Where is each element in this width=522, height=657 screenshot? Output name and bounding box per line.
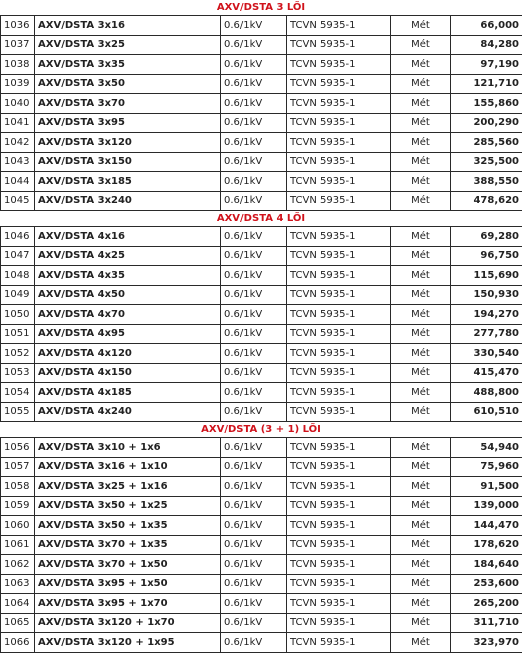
standard-code: TCVN 5935-1: [287, 152, 391, 172]
product-name: AXV/DSTA 3x50 + 1x35: [35, 516, 221, 536]
standard-code: TCVN 5935-1: [287, 55, 391, 75]
product-name: AXV/DSTA 4x35: [35, 266, 221, 286]
row-id: 1054: [1, 383, 35, 403]
table-row: [1, 383, 522, 403]
row-id: 1045: [1, 191, 35, 211]
table-row: [1, 555, 522, 575]
unit-price: 155,860: [451, 94, 522, 114]
row-id: 1063: [1, 574, 35, 594]
voltage-rating: 0.6/1kV: [221, 438, 287, 458]
standard-code: TCVN 5935-1: [287, 285, 391, 305]
standard-code: TCVN 5935-1: [287, 516, 391, 536]
unit-price: 91,500: [451, 477, 522, 497]
unit-price: 66,000: [451, 16, 522, 36]
unit-price: 178,620: [451, 535, 522, 555]
section-title: AXV/DSTA (3 + 1) LÕI: [201, 424, 321, 435]
voltage-rating: 0.6/1kV: [221, 324, 287, 344]
unit-price: 144,470: [451, 516, 522, 536]
unit-of-measure: Mét: [391, 363, 451, 383]
table-row: [1, 402, 522, 422]
voltage-rating: 0.6/1kV: [221, 227, 287, 247]
unit-price: 610,510: [451, 402, 522, 422]
voltage-rating: 0.6/1kV: [221, 516, 287, 536]
product-name: AXV/DSTA 3x10 + 1x6: [35, 438, 221, 458]
row-id: 1062: [1, 555, 35, 575]
standard-code: TCVN 5935-1: [287, 266, 391, 286]
product-name: AXV/DSTA 4x185: [35, 383, 221, 403]
table-row: [1, 594, 522, 614]
row-id: 1046: [1, 227, 35, 247]
voltage-rating: 0.6/1kV: [221, 613, 287, 633]
voltage-rating: 0.6/1kV: [221, 594, 287, 614]
standard-code: TCVN 5935-1: [287, 402, 391, 422]
table-row: [1, 35, 522, 55]
unit-of-measure: Mét: [391, 152, 451, 172]
voltage-rating: 0.6/1kV: [221, 94, 287, 114]
row-id: 1058: [1, 477, 35, 497]
unit-price: 69,280: [451, 227, 522, 247]
standard-code: TCVN 5935-1: [287, 613, 391, 633]
table-row: [1, 55, 522, 75]
product-name: AXV/DSTA 3x16 + 1x10: [35, 457, 221, 477]
voltage-rating: 0.6/1kV: [221, 344, 287, 364]
standard-code: TCVN 5935-1: [287, 574, 391, 594]
unit-of-measure: Mét: [391, 594, 451, 614]
table-row: [1, 227, 522, 247]
product-name: AXV/DSTA 3x95 + 1x50: [35, 574, 221, 594]
table-row: [1, 363, 522, 383]
table-row: [1, 172, 522, 192]
voltage-rating: 0.6/1kV: [221, 74, 287, 94]
unit-price: 325,500: [451, 152, 522, 172]
standard-code: TCVN 5935-1: [287, 535, 391, 555]
product-name: AXV/DSTA 3x95 + 1x70: [35, 594, 221, 614]
standard-code: TCVN 5935-1: [287, 633, 391, 653]
unit-of-measure: Mét: [391, 133, 451, 153]
unit-price: 277,780: [451, 324, 522, 344]
standard-code: TCVN 5935-1: [287, 477, 391, 497]
unit-of-measure: Mét: [391, 516, 451, 536]
standard-code: TCVN 5935-1: [287, 16, 391, 36]
product-name: AXV/DSTA 3x150: [35, 152, 221, 172]
unit-of-measure: Mét: [391, 344, 451, 364]
unit-of-measure: Mét: [391, 74, 451, 94]
standard-code: TCVN 5935-1: [287, 363, 391, 383]
voltage-rating: 0.6/1kV: [221, 246, 287, 266]
unit-of-measure: Mét: [391, 555, 451, 575]
unit-of-measure: Mét: [391, 402, 451, 422]
standard-code: TCVN 5935-1: [287, 496, 391, 516]
row-id: 1066: [1, 633, 35, 653]
row-id: 1060: [1, 516, 35, 536]
row-id: 1057: [1, 457, 35, 477]
product-name: AXV/DSTA 3x120 + 1x70: [35, 613, 221, 633]
product-name: AXV/DSTA 3x50: [35, 74, 221, 94]
unit-of-measure: Mét: [391, 613, 451, 633]
unit-of-measure: Mét: [391, 383, 451, 403]
unit-of-measure: Mét: [391, 94, 451, 114]
table-row: [1, 113, 522, 133]
section-title: AXV/DSTA 4 LÕI: [216, 213, 306, 224]
standard-code: TCVN 5935-1: [287, 344, 391, 364]
product-name: AXV/DSTA 3x185: [35, 172, 221, 192]
unit-price: 285,560: [451, 133, 522, 153]
voltage-rating: 0.6/1kV: [221, 35, 287, 55]
row-id: 1042: [1, 133, 35, 153]
row-id: 1040: [1, 94, 35, 114]
unit-price: 150,930: [451, 285, 522, 305]
table-row: [1, 516, 522, 536]
row-id: 1037: [1, 35, 35, 55]
row-id: 1052: [1, 344, 35, 364]
unit-price: 139,000: [451, 496, 522, 516]
product-name: AXV/DSTA 4x240: [35, 402, 221, 422]
table-row: [1, 246, 522, 266]
unit-price: 96,750: [451, 246, 522, 266]
row-id: 1055: [1, 402, 35, 422]
product-name: AXV/DSTA 3x240: [35, 191, 221, 211]
product-name: AXV/DSTA 4x150: [35, 363, 221, 383]
unit-price: 194,270: [451, 305, 522, 325]
standard-code: TCVN 5935-1: [287, 133, 391, 153]
product-name: AXV/DSTA 3x25: [35, 35, 221, 55]
unit-price: 388,550: [451, 172, 522, 192]
unit-price: 75,960: [451, 457, 522, 477]
table-row: [1, 285, 522, 305]
table-row: [1, 535, 522, 555]
unit-of-measure: Mét: [391, 324, 451, 344]
voltage-rating: 0.6/1kV: [221, 633, 287, 653]
voltage-rating: 0.6/1kV: [221, 555, 287, 575]
unit-of-measure: Mét: [391, 477, 451, 497]
product-name: AXV/DSTA 3x70 + 1x50: [35, 555, 221, 575]
voltage-rating: 0.6/1kV: [221, 133, 287, 153]
price-table: [0, 15, 522, 211]
unit-of-measure: Mét: [391, 438, 451, 458]
table-row: [1, 74, 522, 94]
unit-of-measure: Mét: [391, 285, 451, 305]
voltage-rating: 0.6/1kV: [221, 477, 287, 497]
unit-price: 84,280: [451, 35, 522, 55]
unit-price: 121,710: [451, 74, 522, 94]
unit-of-measure: Mét: [391, 266, 451, 286]
row-id: 1056: [1, 438, 35, 458]
product-name: AXV/DSTA 4x95: [35, 324, 221, 344]
unit-price: 200,290: [451, 113, 522, 133]
standard-code: TCVN 5935-1: [287, 305, 391, 325]
row-id: 1044: [1, 172, 35, 192]
row-id: 1043: [1, 152, 35, 172]
table-row: [1, 305, 522, 325]
product-name: AXV/DSTA 4x50: [35, 285, 221, 305]
standard-code: TCVN 5935-1: [287, 383, 391, 403]
table-row: [1, 133, 522, 153]
unit-of-measure: Mét: [391, 172, 451, 192]
product-name: AXV/DSTA 3x95: [35, 113, 221, 133]
standard-code: TCVN 5935-1: [287, 191, 391, 211]
price-table: [0, 226, 522, 422]
voltage-rating: 0.6/1kV: [221, 402, 287, 422]
voltage-rating: 0.6/1kV: [221, 16, 287, 36]
unit-price: 265,200: [451, 594, 522, 614]
product-name: AXV/DSTA 3x16: [35, 16, 221, 36]
unit-price: 97,190: [451, 55, 522, 75]
unit-price: 488,800: [451, 383, 522, 403]
table-row: [1, 438, 522, 458]
unit-price: 415,470: [451, 363, 522, 383]
product-name: AXV/DSTA 4x16: [35, 227, 221, 247]
standard-code: TCVN 5935-1: [287, 94, 391, 114]
unit-price: 330,540: [451, 344, 522, 364]
table-row: [1, 457, 522, 477]
price-table: [0, 437, 522, 653]
table-row: [1, 266, 522, 286]
unit-price: 184,640: [451, 555, 522, 575]
standard-code: TCVN 5935-1: [287, 555, 391, 575]
product-name: AXV/DSTA 4x25: [35, 246, 221, 266]
voltage-rating: 0.6/1kV: [221, 152, 287, 172]
product-name: AXV/DSTA 4x70: [35, 305, 221, 325]
standard-code: TCVN 5935-1: [287, 35, 391, 55]
voltage-rating: 0.6/1kV: [221, 266, 287, 286]
row-id: 1039: [1, 74, 35, 94]
unit-price: 311,710: [451, 613, 522, 633]
standard-code: TCVN 5935-1: [287, 74, 391, 94]
unit-of-measure: Mét: [391, 535, 451, 555]
unit-of-measure: Mét: [391, 16, 451, 36]
section-title: AXV/DSTA 3 LÕI: [216, 2, 306, 13]
unit-of-measure: Mét: [391, 227, 451, 247]
voltage-rating: 0.6/1kV: [221, 383, 287, 403]
product-name: AXV/DSTA 3x70: [35, 94, 221, 114]
unit-price: 323,970: [451, 633, 522, 653]
standard-code: TCVN 5935-1: [287, 246, 391, 266]
unit-price: 253,600: [451, 574, 522, 594]
voltage-rating: 0.6/1kV: [221, 535, 287, 555]
table-row: [1, 477, 522, 497]
table-row: [1, 344, 522, 364]
unit-of-measure: Mét: [391, 496, 451, 516]
table-row: [1, 152, 522, 172]
row-id: 1064: [1, 594, 35, 614]
voltage-rating: 0.6/1kV: [221, 496, 287, 516]
standard-code: TCVN 5935-1: [287, 594, 391, 614]
table-row: [1, 613, 522, 633]
product-name: AXV/DSTA 3x120 + 1x95: [35, 633, 221, 653]
voltage-rating: 0.6/1kV: [221, 55, 287, 75]
table-row: [1, 324, 522, 344]
row-id: 1036: [1, 16, 35, 36]
voltage-rating: 0.6/1kV: [221, 457, 287, 477]
standard-code: TCVN 5935-1: [287, 324, 391, 344]
row-id: 1065: [1, 613, 35, 633]
unit-of-measure: Mét: [391, 246, 451, 266]
unit-of-measure: Mét: [391, 191, 451, 211]
unit-of-measure: Mét: [391, 305, 451, 325]
row-id: 1049: [1, 285, 35, 305]
standard-code: TCVN 5935-1: [287, 227, 391, 247]
unit-of-measure: Mét: [391, 35, 451, 55]
voltage-rating: 0.6/1kV: [221, 574, 287, 594]
standard-code: TCVN 5935-1: [287, 172, 391, 192]
product-name: AXV/DSTA 3x35: [35, 55, 221, 75]
voltage-rating: 0.6/1kV: [221, 285, 287, 305]
voltage-rating: 0.6/1kV: [221, 363, 287, 383]
product-name: AXV/DSTA 3x50 + 1x25: [35, 496, 221, 516]
row-id: 1050: [1, 305, 35, 325]
unit-price: 54,940: [451, 438, 522, 458]
voltage-rating: 0.6/1kV: [221, 191, 287, 211]
row-id: 1061: [1, 535, 35, 555]
standard-code: TCVN 5935-1: [287, 438, 391, 458]
table-row: [1, 574, 522, 594]
row-id: 1048: [1, 266, 35, 286]
standard-code: TCVN 5935-1: [287, 457, 391, 477]
unit-price: 115,690: [451, 266, 522, 286]
standard-code: TCVN 5935-1: [287, 113, 391, 133]
table-row: [1, 94, 522, 114]
row-id: 1041: [1, 113, 35, 133]
unit-of-measure: Mét: [391, 633, 451, 653]
row-id: 1047: [1, 246, 35, 266]
unit-of-measure: Mét: [391, 55, 451, 75]
product-name: AXV/DSTA 4x120: [35, 344, 221, 364]
row-id: 1051: [1, 324, 35, 344]
row-id: 1059: [1, 496, 35, 516]
unit-price: 478,620: [451, 191, 522, 211]
unit-of-measure: Mét: [391, 113, 451, 133]
table-row: [1, 16, 522, 36]
voltage-rating: 0.6/1kV: [221, 172, 287, 192]
voltage-rating: 0.6/1kV: [221, 305, 287, 325]
row-id: 1038: [1, 55, 35, 75]
table-row: [1, 633, 522, 653]
table-row: [1, 191, 522, 211]
product-name: AXV/DSTA 3x120: [35, 133, 221, 153]
product-name: AXV/DSTA 3x25 + 1x16: [35, 477, 221, 497]
unit-of-measure: Mét: [391, 457, 451, 477]
unit-of-measure: Mét: [391, 574, 451, 594]
row-id: 1053: [1, 363, 35, 383]
voltage-rating: 0.6/1kV: [221, 113, 287, 133]
product-name: AXV/DSTA 3x70 + 1x35: [35, 535, 221, 555]
table-row: [1, 496, 522, 516]
